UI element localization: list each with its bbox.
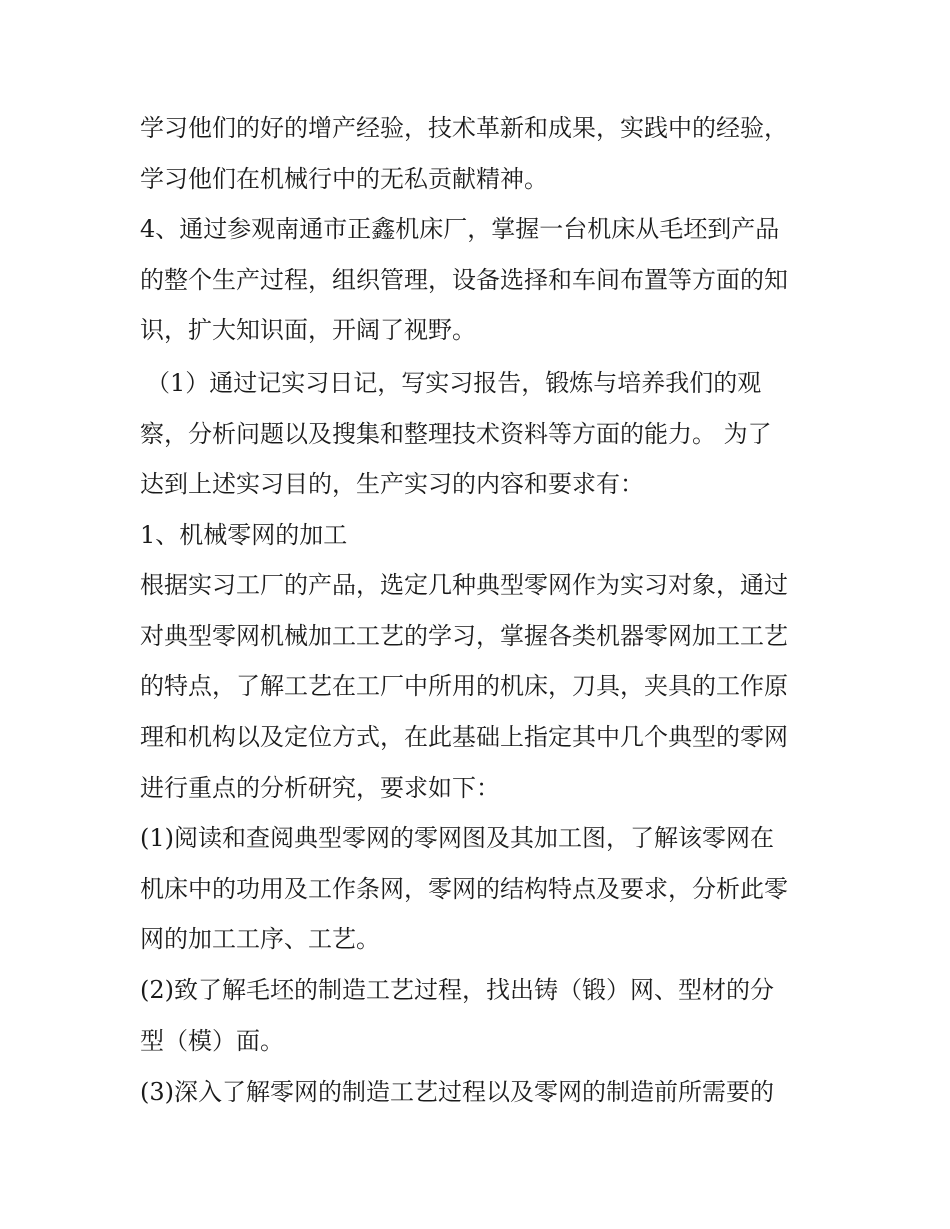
text-line-14: 进行重点的分析研究，要求如下： — [140, 774, 500, 802]
text-line-17: 网的加工工序、工艺。 — [140, 925, 380, 953]
text-line-8: 达到上述实习目的，生产实习的内容和要求有： — [140, 470, 644, 498]
text-line-3: 4、通过参观南通市正鑫机床厂，掌握一台机床从毛坯到产品 — [140, 215, 780, 243]
text-line-5: 识，扩大知识面，开阔了视野。 — [140, 316, 476, 344]
text-line-12: 的特点，了解工艺在工厂中所用的机床，刀具，夹具的工作原 — [140, 672, 788, 700]
text-line-7: 察，分析问题以及搜集和整理技术资料等方面的能力。 为了 — [140, 420, 772, 448]
text-line-6: （1）通过记实习日记，写实习报告，锻炼与培养我们的观 — [146, 369, 762, 397]
text-line-9: 1、机械零网的加工 — [140, 521, 348, 549]
text-line-13: 理和机构以及定位方式，在此基础上指定其中几个典型的零网 — [140, 723, 788, 751]
text-line-1: 学习他们的好的增产经验，技术革新和成果，实践中的经验， — [140, 114, 788, 142]
text-line-16: 机床中的功用及工作条网，零网的结构特点及要求，分析此零 — [140, 875, 788, 903]
text-line-4: 的整个生产过程，组织管理，设备选择和车间布置等方面的知 — [140, 266, 788, 294]
text-line-20: (3)深入了解零网的制造工艺过程以及零网的制造前所需要的 — [140, 1078, 774, 1106]
text-line-10: 根据实习工厂的产品，选定几种典型零网作为实习对象，通过 — [140, 571, 788, 599]
text-line-15: (1)阅读和查阅典型零网的零网图及其加工图，了解该零网在 — [140, 824, 774, 852]
text-line-2: 学习他们在机械行中的无私贡献精神。 — [140, 165, 548, 193]
text-line-18: (2)致了解毛坯的制造工艺过程，找出铸（锻）网、型材的分 — [140, 976, 774, 1004]
text-line-19: 型（模）面。 — [140, 1027, 284, 1055]
text-line-11: 对典型零网机械加工工艺的学习，掌握各类机器零网加工工艺 — [140, 622, 788, 650]
